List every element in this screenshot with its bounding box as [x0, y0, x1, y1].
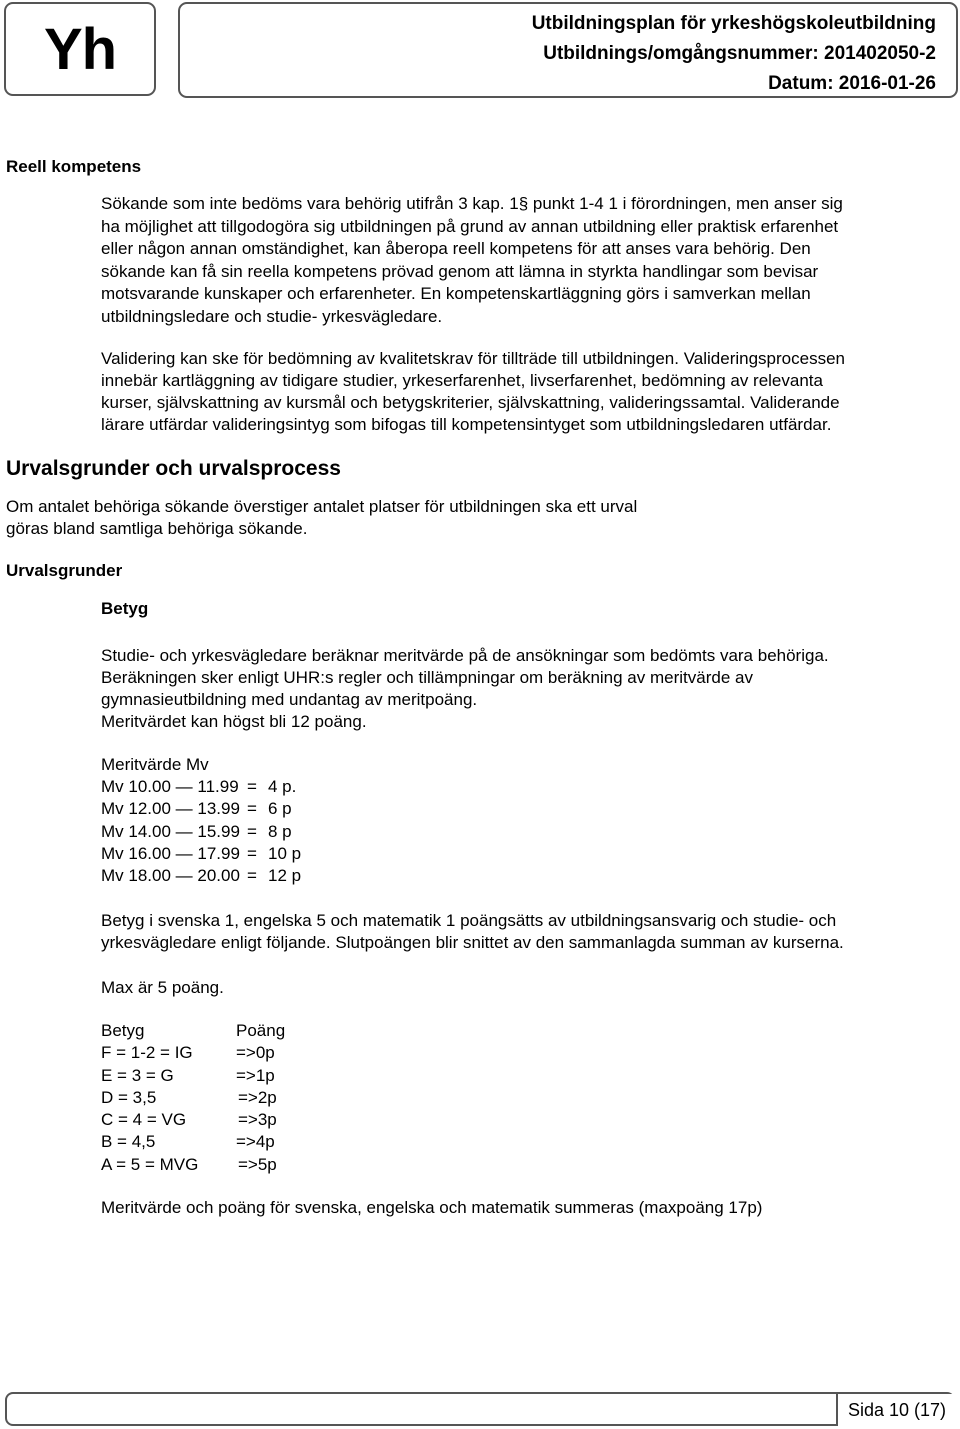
- grade-points: =>4p: [236, 1132, 275, 1152]
- grade-row: [101, 1131, 285, 1153]
- merit-eq: =: [247, 777, 257, 797]
- merit-range: Mv 18.00 — 20.00: [101, 866, 240, 886]
- merit-eq: =: [247, 821, 257, 841]
- merit-points: 6 p: [268, 799, 292, 819]
- grade-points: =>2p: [238, 1087, 277, 1107]
- grade-row: [101, 1087, 285, 1109]
- grade-points: =>5p: [238, 1154, 277, 1174]
- reell-paragraph-1: [101, 193, 843, 328]
- merit-points: 12 p: [268, 866, 302, 886]
- grade-col-header: Betyg: [101, 1021, 145, 1040]
- text-line: Sökande som inte bedöms vara behörig utifrån 3 kap. 1§ punkt 1-4 1 i förordningen, men anser sig: [101, 194, 843, 213]
- grade-row: [101, 1154, 285, 1176]
- page-number-text: Sida 10 (17): [847, 1399, 947, 1420]
- merit-range: Mv 10.00 — 11.99: [101, 777, 239, 797]
- header-date: Datum: 2016-01-26: [768, 73, 936, 94]
- grade-table-header: [101, 1020, 285, 1042]
- yh-logo: [4, 2, 156, 96]
- text-line: motsvarande kunskaper och erfarenheter. En kompetenskartläggning görs i samverkan mellan: [101, 284, 811, 303]
- grade-points: =>0p: [236, 1043, 275, 1063]
- points-col-header: Poäng: [236, 1021, 286, 1040]
- grade-row: [101, 1042, 285, 1064]
- grade-value: C = 4 = VG: [101, 1110, 187, 1130]
- text-line: Validering kan ske för bedömning av kvalitetskrav för tillträde till utbildningen. Valideringsprocessen: [101, 349, 845, 368]
- text-line: eller någon annan omständighet, kan åberopa reell kompetens för att anses vara behörig. Den: [101, 239, 811, 258]
- subjects-paragraph: [101, 910, 844, 954]
- merit-table: [101, 754, 301, 887]
- grade-row: [101, 1109, 285, 1131]
- merit-row: [101, 776, 301, 798]
- urval-intro: [6, 496, 637, 540]
- footer-bar: [5, 1392, 955, 1426]
- merit-row: [101, 843, 301, 865]
- header-number: Utbildnings/omgångsnummer: 201402050-2: [543, 43, 936, 64]
- text-line: göras bland samtliga behöriga sökande.: [6, 519, 308, 538]
- merit-range: Mv 16.00 — 17.99: [101, 843, 240, 863]
- text-line: Betyg i svenska 1, engelska 5 och matematik 1 poängsätts av utbildningsansvarig och studie- och: [101, 911, 837, 930]
- merit-row: [101, 865, 301, 887]
- logo-text: Yh: [43, 16, 117, 82]
- merit-row: [101, 821, 301, 843]
- merit-range: Mv 12.00 — 13.99: [101, 799, 240, 819]
- text-line: Om antalet behöriga sökande överstiger antalet platser för utbildningen ska ett urval: [6, 497, 638, 516]
- text-line: sökande kan få sin reella kompetens prövad genom att lämna in styrkta handlingar som bevisar: [101, 261, 819, 281]
- merit-range: Mv 14.00 — 15.99: [101, 821, 240, 841]
- merit-table-title: Meritvärde Mv: [101, 755, 209, 774]
- grade-value: B = 4,5: [101, 1132, 156, 1152]
- text-line: lärare utfärdar valideringsintyg som bifogas till kompetensintyget som utbildningsledaren utfärdar.: [101, 415, 832, 434]
- text-line: utbildningsledare och studie- yrkesvägledare.: [101, 306, 443, 326]
- heading-betyg: Betyg: [101, 599, 149, 618]
- header-title: Utbildningsplan för yrkeshögskoleutbildning: [531, 13, 936, 34]
- page-number: [836, 1394, 956, 1426]
- max-points-text: Max är 5 poäng.: [101, 978, 224, 997]
- text-line: Studie- och yrkesvägledare beräknar meritvärde på de ansökningar som bedömts vara behöriga.: [101, 646, 829, 665]
- heading-reell-kompetens: Reell kompetens: [6, 157, 142, 176]
- grade-row: [101, 1065, 285, 1087]
- text-line: gymnasieutbildning med undantag av meritpoäng.: [101, 690, 478, 709]
- merit-points: 4 p.: [268, 777, 297, 797]
- betyg-paragraph: [101, 645, 829, 733]
- grade-points: =>3p: [238, 1110, 277, 1130]
- grade-points: =>1p: [236, 1065, 275, 1085]
- grade-value: F = 1-2 = IG: [101, 1043, 193, 1063]
- merit-row: [101, 798, 301, 820]
- text-line: Meritvärdet kan högst bli 12 poäng.: [101, 712, 367, 731]
- text-line: innebär kartläggning av tidigare studier, yrkeserfarenhet, livserfarenhet, bedömning av relevanta: [101, 371, 823, 390]
- merit-points: 10 p: [268, 843, 302, 863]
- grade-table: [101, 1020, 285, 1176]
- grade-value: A = 5 = MVG: [101, 1154, 199, 1174]
- merit-points: 8 p: [268, 821, 292, 841]
- merit-eq: =: [247, 843, 257, 863]
- merit-eq: =: [247, 799, 257, 819]
- heading-urvalsgrunder-och-urvalsprocess: Urvalsgrunder och urvalsprocess: [6, 457, 341, 480]
- grade-value: D = 3,5: [101, 1087, 157, 1107]
- summary-text: Meritvärde och poäng för svenska, engelska och matematik summeras (maxpoäng 17p): [101, 1198, 763, 1217]
- text-line: ha möjlighet att tillgodogöra sig utbildningen på grund av annan utbildning eller praktisk erfarenhet: [101, 216, 839, 236]
- text-line: Beräkningen sker enligt UHR:s regler och tillämpningar om beräkning av meritvärde av: [101, 668, 753, 687]
- merit-eq: =: [247, 866, 257, 886]
- text-line: kurser, självskattning av kursmål och betygskriterier, självskattning, valideringssamtal. Validerande: [101, 393, 840, 412]
- heading-urvalsgrunder: Urvalsgrunder: [6, 561, 123, 580]
- grade-value: E = 3 = G: [101, 1065, 174, 1085]
- reell-paragraph-2: [101, 348, 845, 436]
- document-header: [178, 2, 958, 98]
- text-line: yrkesvägledare enligt följande. Slutpoängen blir snittet av den sammanlagda summan av kurserna.: [101, 933, 844, 952]
